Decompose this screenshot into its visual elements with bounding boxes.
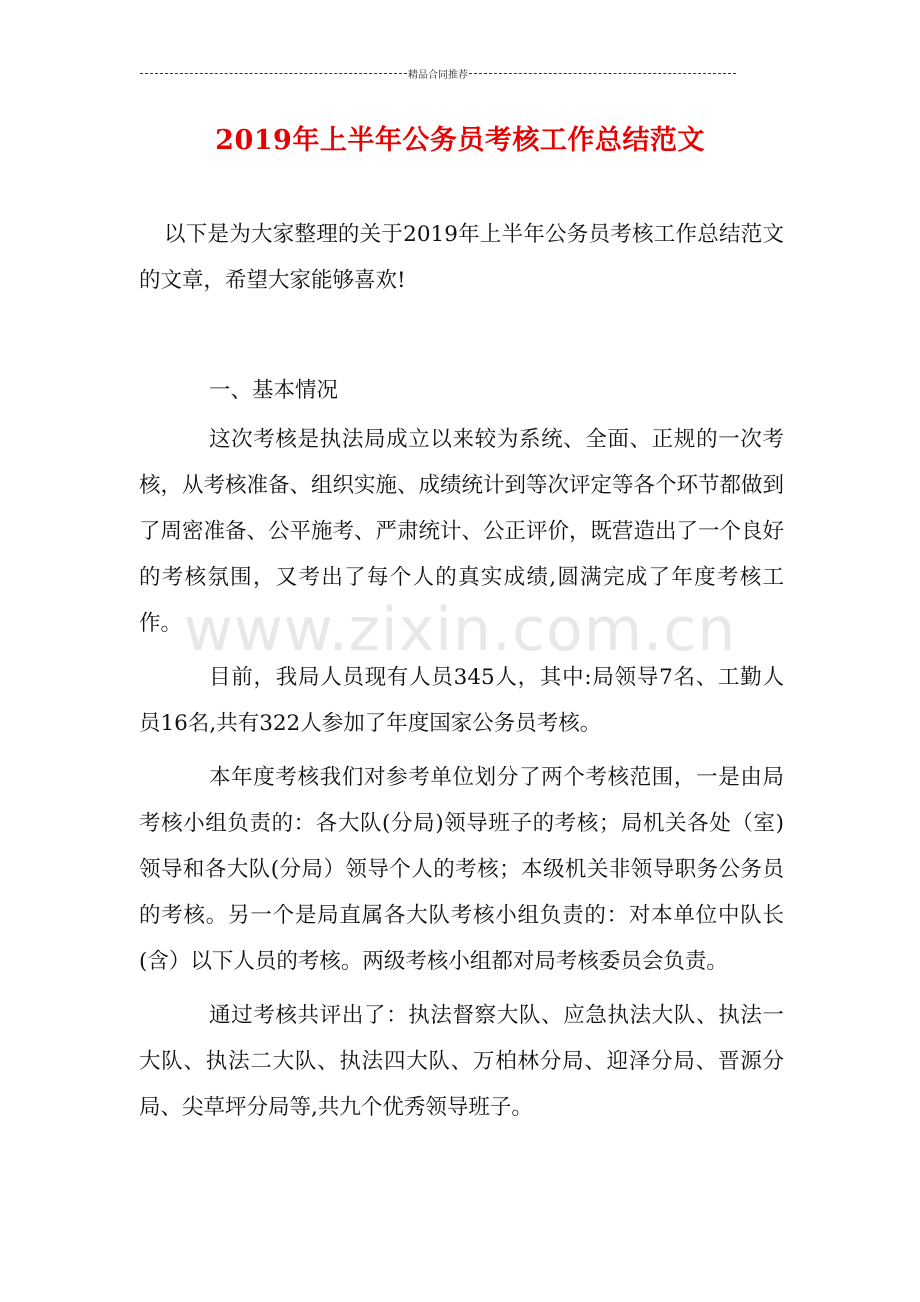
header-rule [140, 66, 736, 81]
watermark: www.zixin.com.cn [183, 595, 737, 665]
body-paragraph: 目前，我局人员现有人员345人，其中:局领导7名、工勤人员16名,共有322人参加了年度国家公务员考核。 [139, 665, 784, 736]
intro-paragraph: 以下是为大家整理的关于2019年上半年公务员考核工作总结范文的文章，希望大家能够喜欢! [139, 222, 784, 293]
header-dash-left [140, 73, 407, 74]
header-dash-right [469, 73, 736, 74]
header-label: 精品合同推荐 [408, 70, 468, 81]
document-body [139, 212, 784, 1139]
document-title: 2019年上半年公务员考核工作总结范文 [215, 125, 705, 156]
body-paragraph: 这次考核是执法局成立以来较为系统、全面、正规的一次考核，从考核准备、组织实施、成绩统计到等次评定等各个环节都做到了周密准备、公平施考、严肃统计、公正评价，既营造出了一个良好的考核氛围，又考出了每个人的真实成绩,圆满完成了年度考核工作。 [139, 427, 785, 636]
body-paragraph: 本年度考核我们对参考单位划分了两个考核范围，一是由局考核小组负责的：各大队(分局)领导班子的考核；局机关各处（室)领导和各大队(分局）领导个人的考核；本级机关非领导职务公务员的考核。另一个是局直属各大队考核小组负责的：对本单位中队长(含）以下人员的考核。两级考核小组都对局考核委员会负责。 [139, 765, 784, 974]
body-paragraph: 通过考核共评出了：执法督察大队、应急执法大队、执法一大队、执法二大队、执法四大队、万柏林分局、迎泽分局、晋源分局、尖草坪分局等,共九个优秀领导班子。 [139, 1003, 784, 1120]
section-heading: 一、基本情况 [209, 378, 339, 403]
